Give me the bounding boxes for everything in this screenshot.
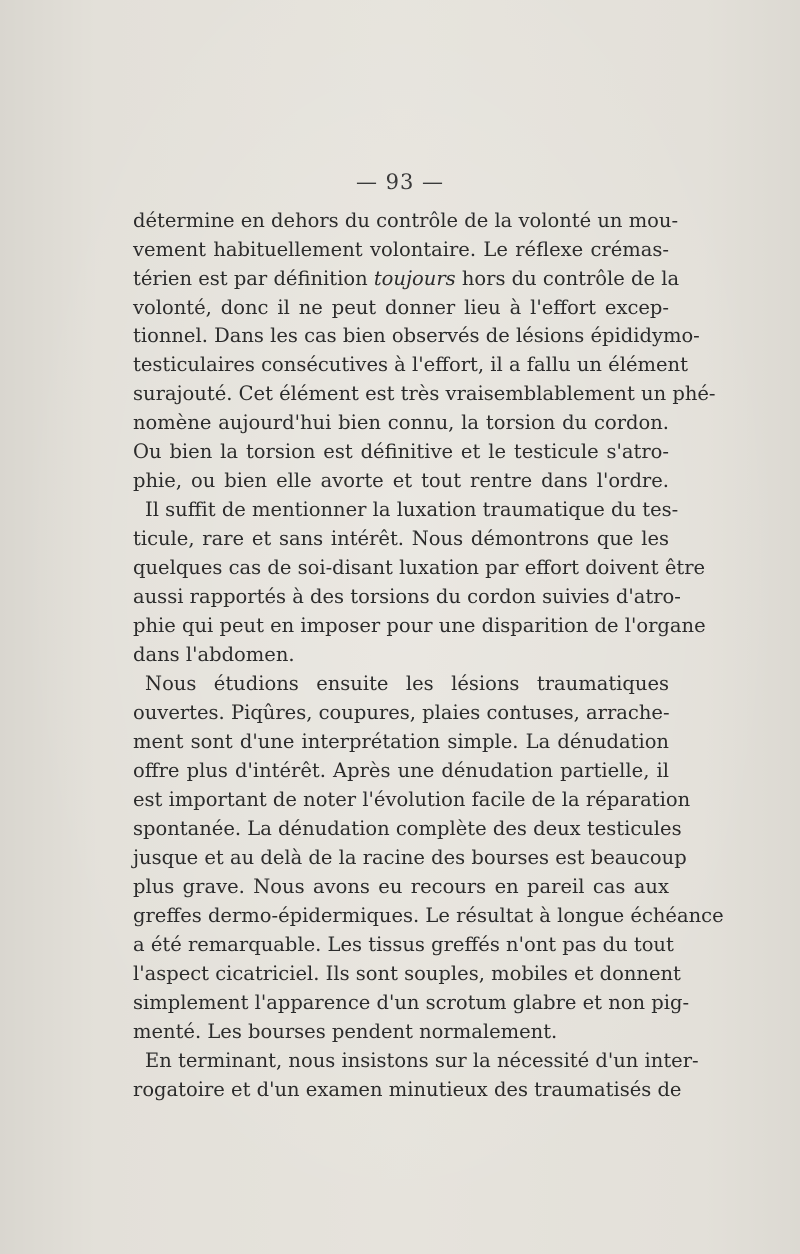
text-line: offre plus d'intérêt. Après une dénudation partielle, il xyxy=(133,759,669,782)
text-line: rogatoire et d'un examen minutieux des traumatisés de xyxy=(133,1078,682,1101)
text-line: térien est par définition toujours hors du contrôle de la xyxy=(133,267,680,290)
text-line: phie, ou bien elle avorte et tout rentre dans l'ordre. xyxy=(133,469,669,492)
text-line: simplement l'apparence d'un scrotum glabre et non pig- xyxy=(133,991,690,1014)
text-line: phie qui peut en imposer pour une disparition de l'organe xyxy=(133,614,706,637)
text-line: ouvertes. Piqûres, coupures, plaies contuses, arrache- xyxy=(133,701,670,724)
text-line: l'aspect cicatriciel. Ils sont souples, mobiles et donnent xyxy=(133,962,681,985)
text-line: dans l'abdomen. xyxy=(133,643,295,666)
text-line: nomène aujourd'hui bien connu, la torsion du cordon. xyxy=(133,411,669,434)
page-number: — 93 — xyxy=(355,170,445,194)
text-line: détermine en dehors du contrôle de la volonté un mou- xyxy=(133,209,679,232)
text-line: Nous étudions ensuite les lésions traumatiques xyxy=(145,672,669,695)
text-line: surajouté. Cet élément est très vraisemblablement un phé- xyxy=(133,382,716,405)
text-line: Ou bien la torsion est définitive et le testicule s'atro- xyxy=(133,440,669,463)
text-line: ment sont d'une interprétation simple. La dénudation xyxy=(133,730,669,753)
text-line: a été remarquable. Les tissus greffés n'ont pas du tout xyxy=(133,933,674,956)
text-line: testiculaires consécutives à l'effort, il a fallu un élément xyxy=(133,353,688,376)
text-line: greffes dermo-épidermiques. Le résultat à longue échéance xyxy=(133,904,724,927)
text-line: volonté, donc il ne peut donner lieu à l'effort excep- xyxy=(133,296,669,319)
text-line: ticule, rare et sans intérêt. Nous démontrons que les xyxy=(133,527,669,550)
text-line: En terminant, nous insistons sur la nécessité d'un inter- xyxy=(145,1049,699,1072)
text-line: aussi rapportés à des torsions du cordon suivies d'atro- xyxy=(133,585,681,608)
text-line: jusque et au delà de la racine des bourses est beaucoup xyxy=(133,846,687,869)
text-line: tionnel. Dans les cas bien observés de lésions épididymo- xyxy=(133,324,700,347)
text-line: plus grave. Nous avons eu recours en pareil cas aux xyxy=(133,875,669,898)
text-line: est important de noter l'évolution facile de la réparation xyxy=(133,788,691,811)
text-line: Il suffit de mentionner la luxation traumatique du tes- xyxy=(145,498,679,521)
text-line: spontanée. La dénudation complète des deux testicules xyxy=(133,817,682,840)
text-line: menté. Les bourses pendent normalement. xyxy=(133,1020,558,1043)
text-line: quelques cas de soi-disant luxation par effort doivent être xyxy=(133,556,706,579)
text-line: vement habituellement volontaire. Le réflexe crémas- xyxy=(133,238,669,261)
